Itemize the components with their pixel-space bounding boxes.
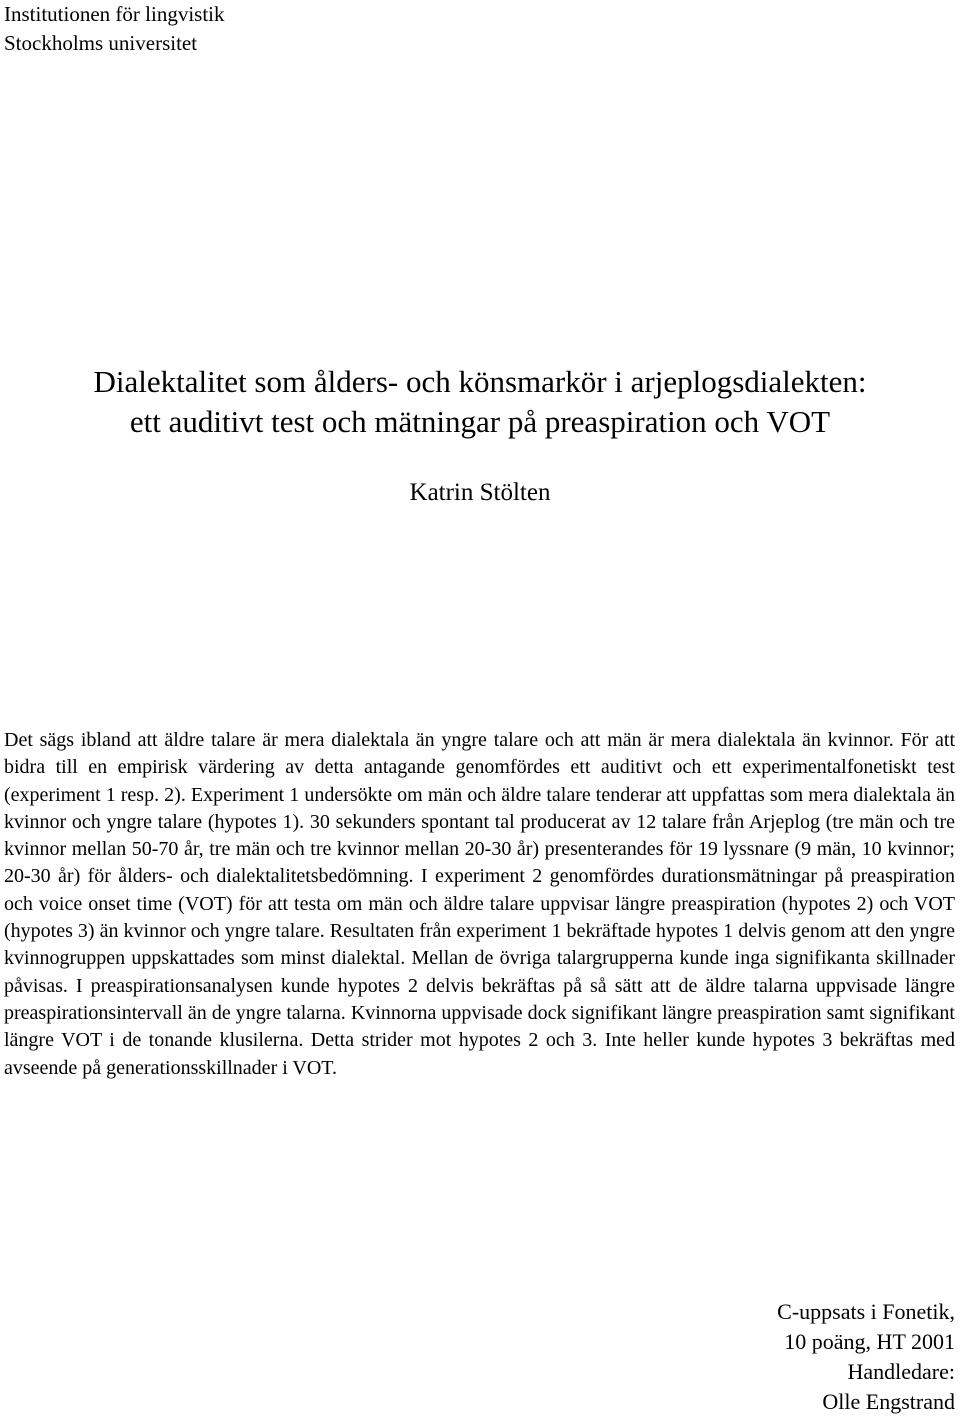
author-name: Katrin Stölten xyxy=(409,479,551,506)
university-name: Stockholms universitet xyxy=(4,31,198,55)
title-line-2: ett auditivt test och mätningar på preaspiration och VOT xyxy=(129,404,831,439)
supervisor-name: Olle Engstrand xyxy=(822,1389,955,1414)
thesis-info-block xyxy=(777,1297,955,1417)
title-line-1: Dialektalitet som ålders- och könsmarkör i arjeplogsdialekten: xyxy=(93,364,867,399)
thesis-title xyxy=(0,362,960,442)
course-label: C-uppsats i Fonetik, xyxy=(777,1299,955,1324)
department-name: Institutionen för lingvistik xyxy=(4,2,225,26)
abstract-paragraph: Det sägs ibland att äldre talare är mera dialektala än yngre talare och att män är mera dialektala än kvinnor. För att bidra till en empirisk värdering av detta antagande genomfördes ett auditivt och ett experimentalfonetiskt test (experiment 1 resp. 2). Experiment 1 undersökte om män och äldre talare tenderar att uppfattas som mera dialektala än kvinnor och yngre talare (hypotes 1). 30 sekunders spontant tal producerat av 12 talare från Arjeplog (tre män och tre kvinnor mellan 50-70 år, tre män och tre kvinnor mellan 20-30 år) presenterandes för 19 lyssnare (9 män, 10 kvinnor; 20-30 år) för ålders- och dialektalitetsbedömning. I experiment 2 genomfördes durationsmätningar på preaspiration och voice onset time (VOT) för att testa om män och äldre talare uppvisar längre preaspiration (hypotes 2) och VOT (hypotes 3) än kvinnor och yngre talare. Resultaten från experiment 1 bekräftade hypotes 1 delvis genom att den yngre kvinnogruppen uppskattades som minst dialektal. Mellan de övriga talargrupperna kunde inga signifikanta skillnader påvisas. I preaspirationsanalysen kunde hypotes 2 delvis bekräftas på så sätt att de äldre talarna uppvisade längre preaspirationsintervall än de yngre talarna. Kvinnorna uppvisade dock signifikant längre preaspiration samt signifikant längre VOT i de tonande klusilerna. Detta strider mot hypotes 2 och 3. Inte heller kunde hypotes 3 bekräftas med avseende på generationsskillnader i VOT. xyxy=(4,729,955,1079)
supervisor-label: Handledare: xyxy=(847,1359,955,1384)
credits-label: 10 poäng, HT 2001 xyxy=(784,1329,955,1354)
institution-header xyxy=(4,0,225,58)
